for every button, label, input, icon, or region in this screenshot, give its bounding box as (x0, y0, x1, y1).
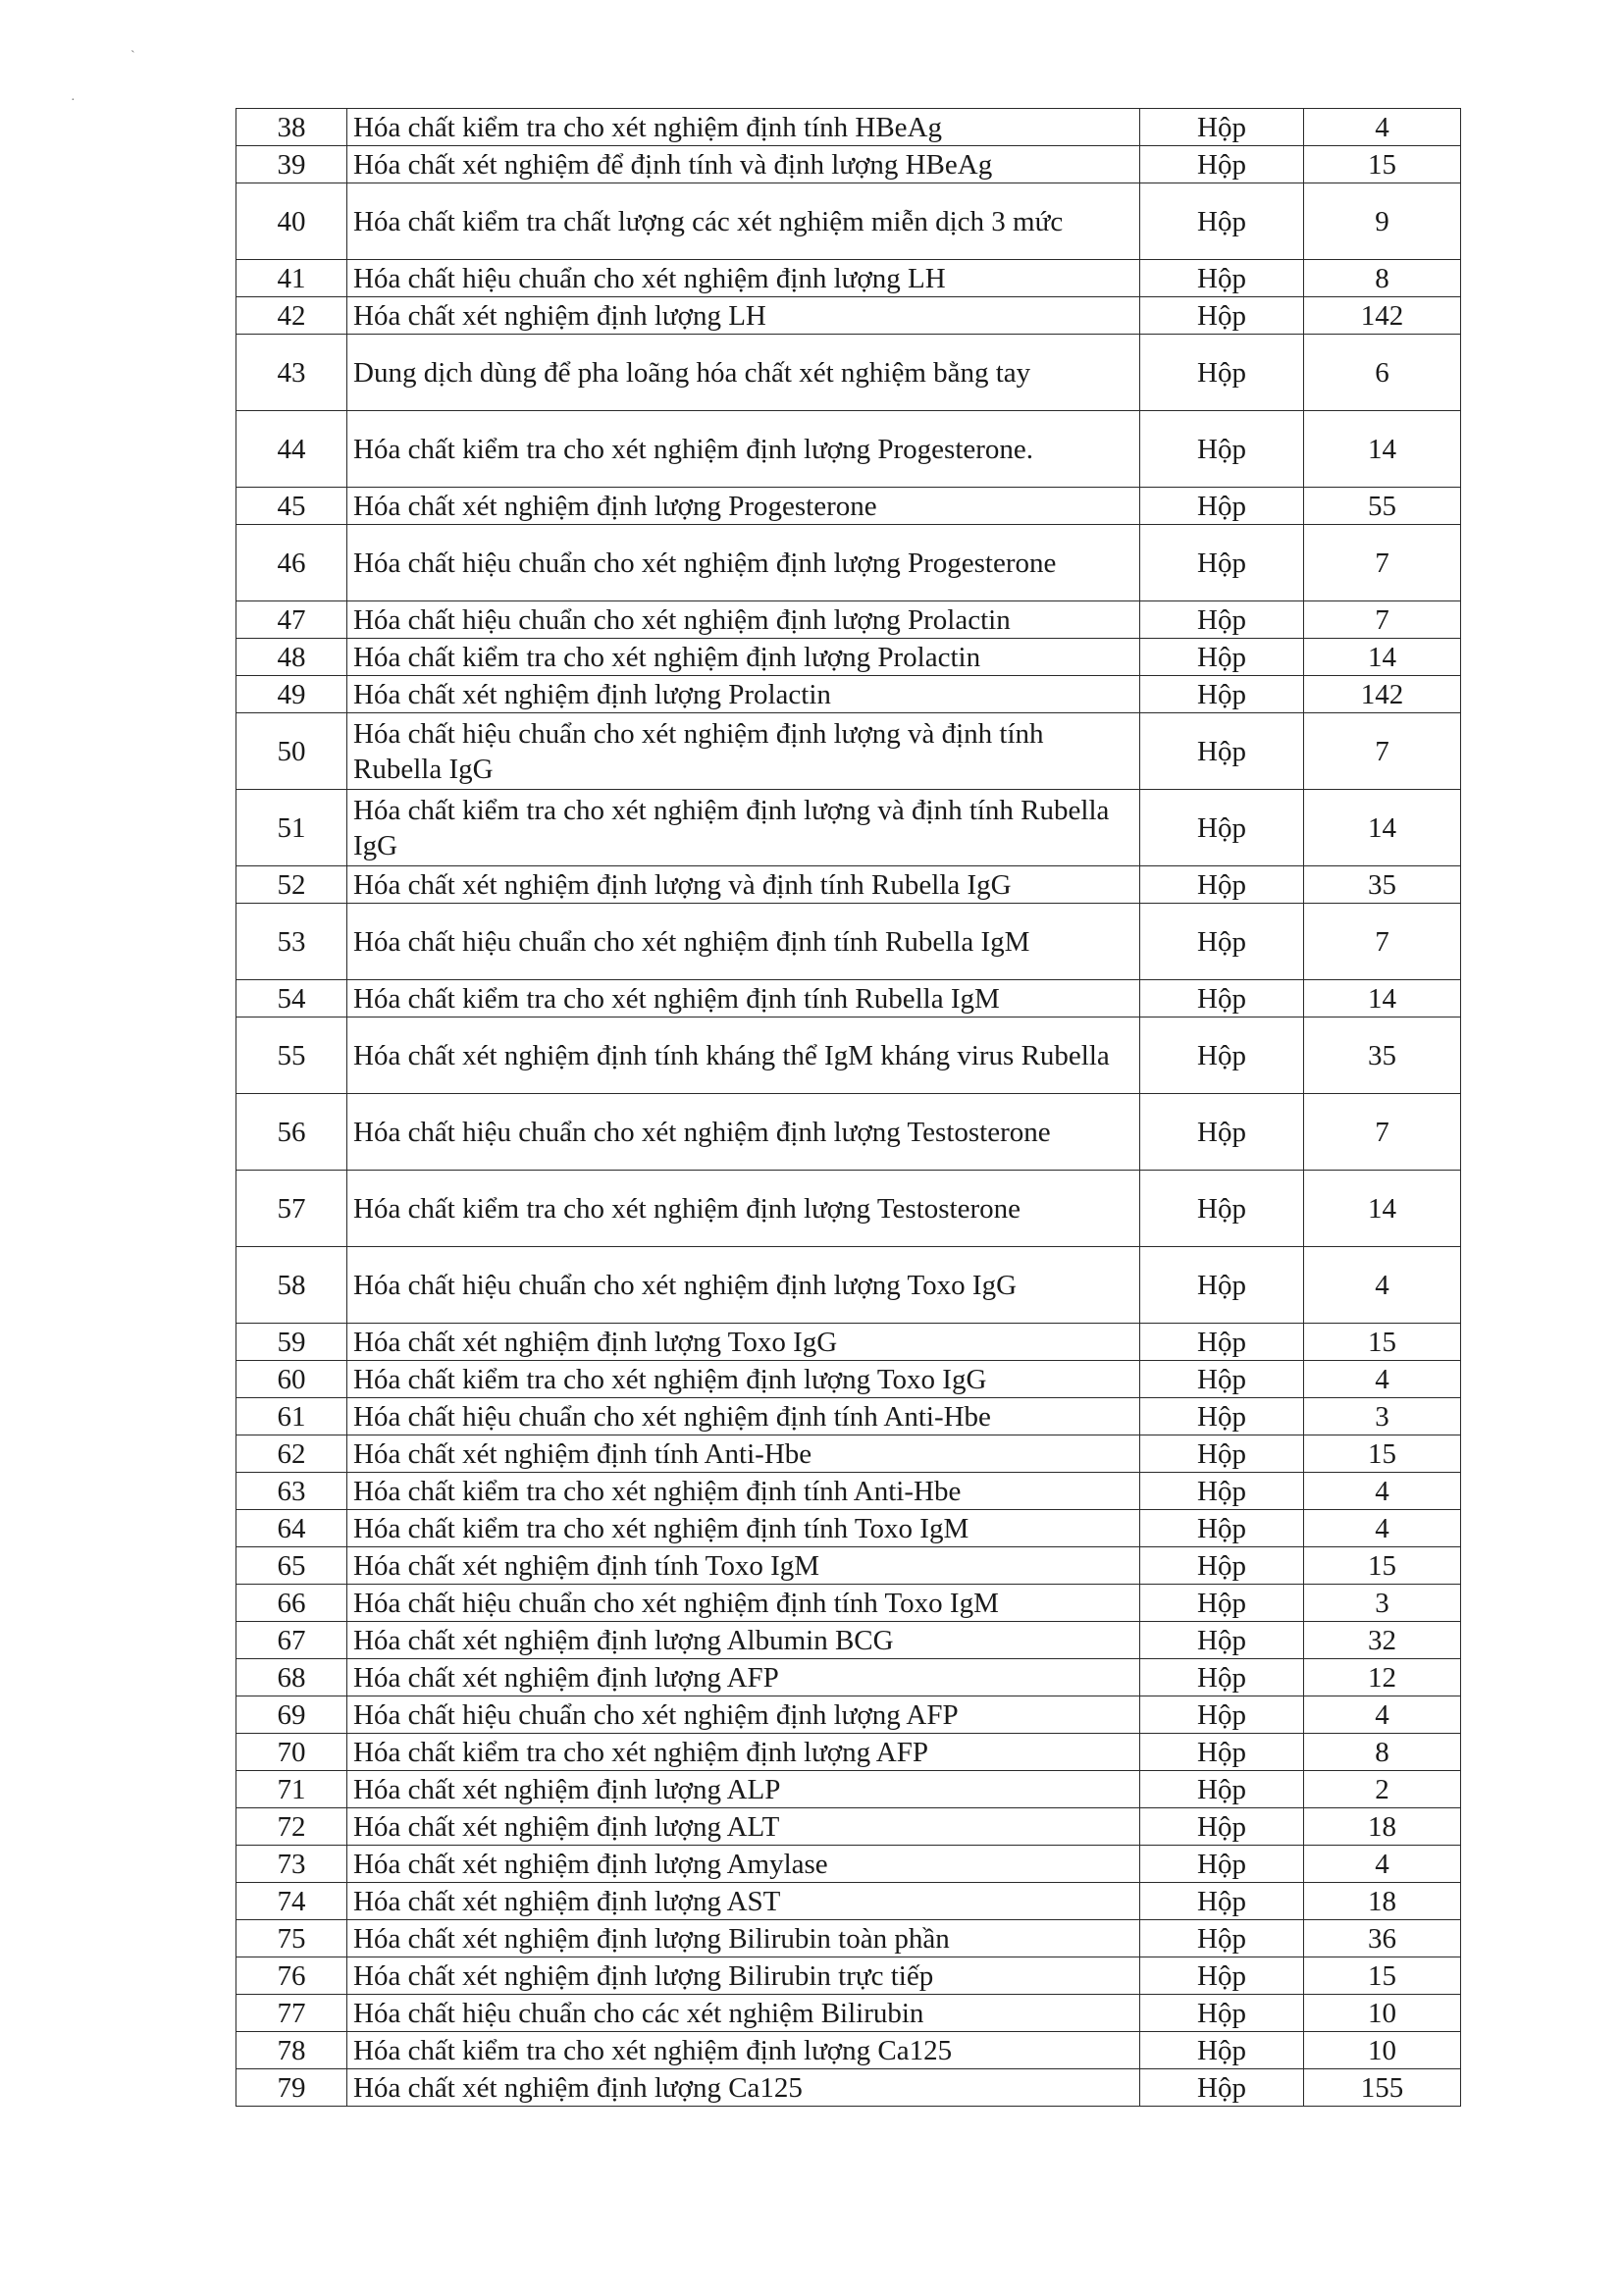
item-name-cell: Hóa chất xét nghiệm định lượng ALT (347, 1808, 1140, 1846)
item-name-cell: Dung dịch dùng để pha loãng hóa chất xét nghiệm bằng tay (347, 335, 1140, 411)
table-row (236, 1324, 1461, 1361)
table-row (236, 1696, 1461, 1734)
item-name-cell: Hóa chất hiệu chuẩn cho xét nghiệm định tính Anti-Hbe (347, 1398, 1140, 1435)
row-number-cell: 45 (236, 488, 347, 525)
item-name-cell: Hóa chất xét nghiệm định lượng Prolactin (347, 676, 1140, 713)
unit-cell: Hộp (1140, 260, 1304, 297)
unit-cell: Hộp (1140, 1018, 1304, 1094)
unit-cell: Hộp (1140, 1473, 1304, 1510)
row-number-cell: 59 (236, 1324, 347, 1361)
row-number-cell: 40 (236, 183, 347, 260)
item-name-cell: Hóa chất xét nghiệm định lượng ALP (347, 1771, 1140, 1808)
table-row (236, 335, 1461, 411)
unit-cell: Hộp (1140, 904, 1304, 980)
unit-cell: Hộp (1140, 1995, 1304, 2032)
item-name-cell: Hóa chất kiểm tra cho xét nghiệm định tính Toxo IgM (347, 1510, 1140, 1547)
table-row (236, 866, 1461, 904)
quantity-cell: 4 (1304, 109, 1461, 146)
item-name-cell: Hóa chất hiệu chuẩn cho xét nghiệm định lượng LH (347, 260, 1140, 297)
row-number-cell: 54 (236, 980, 347, 1018)
row-number-cell: 70 (236, 1734, 347, 1771)
row-number-cell: 46 (236, 525, 347, 601)
item-name-cell: Hóa chất xét nghiệm định tính Toxo IgM (347, 1547, 1140, 1585)
unit-cell: Hộp (1140, 1398, 1304, 1435)
quantity-cell: 7 (1304, 1094, 1461, 1171)
item-name-cell: Hóa chất xét nghiệm định lượng Amylase (347, 1846, 1140, 1883)
quantity-cell: 7 (1304, 525, 1461, 601)
row-number-cell: 41 (236, 260, 347, 297)
quantity-cell: 35 (1304, 866, 1461, 904)
item-name-cell: Hóa chất hiệu chuẩn cho xét nghiệm định lượng Testosterone (347, 1094, 1140, 1171)
unit-cell: Hộp (1140, 790, 1304, 866)
quantity-cell: 3 (1304, 1398, 1461, 1435)
unit-cell: Hộp (1140, 1171, 1304, 1247)
table-row (236, 1808, 1461, 1846)
quantity-cell: 142 (1304, 297, 1461, 335)
unit-cell: Hộp (1140, 297, 1304, 335)
table-row (236, 2069, 1461, 2107)
quantity-cell: 10 (1304, 1995, 1461, 2032)
quantity-cell: 155 (1304, 2069, 1461, 2107)
quantity-cell: 4 (1304, 1696, 1461, 1734)
quantity-cell: 14 (1304, 639, 1461, 676)
item-name-cell: Hóa chất kiểm tra cho xét nghiệm định lượng Testosterone (347, 1171, 1140, 1247)
unit-cell: Hộp (1140, 1094, 1304, 1171)
quantity-cell: 32 (1304, 1622, 1461, 1659)
unit-cell: Hộp (1140, 1957, 1304, 1995)
table-row (236, 1659, 1461, 1696)
table-body (236, 109, 1461, 2107)
quantity-cell: 14 (1304, 411, 1461, 488)
table-row (236, 1547, 1461, 1585)
unit-cell: Hộp (1140, 146, 1304, 183)
item-name-cell: Hóa chất kiểm tra cho xét nghiệm định lượng Progesterone. (347, 411, 1140, 488)
quantity-cell: 10 (1304, 2032, 1461, 2069)
item-name-cell: Hóa chất xét nghiệm định lượng AFP (347, 1659, 1140, 1696)
unit-cell: Hộp (1140, 1585, 1304, 1622)
table-row (236, 1435, 1461, 1473)
table-row (236, 1995, 1461, 2032)
table-row (236, 260, 1461, 297)
unit-cell: Hộp (1140, 1361, 1304, 1398)
item-name-cell: Hóa chất kiểm tra cho xét nghiệm định lượng Prolactin (347, 639, 1140, 676)
table-row (236, 183, 1461, 260)
unit-cell: Hộp (1140, 1324, 1304, 1361)
table-row (236, 1171, 1461, 1247)
unit-cell: Hộp (1140, 1696, 1304, 1734)
unit-cell: Hộp (1140, 1846, 1304, 1883)
row-number-cell: 43 (236, 335, 347, 411)
row-number-cell: 51 (236, 790, 347, 866)
quantity-cell: 8 (1304, 1734, 1461, 1771)
unit-cell: Hộp (1140, 1247, 1304, 1324)
table-row (236, 1957, 1461, 1995)
row-number-cell: 42 (236, 297, 347, 335)
quantity-cell: 15 (1304, 1435, 1461, 1473)
row-number-cell: 64 (236, 1510, 347, 1547)
item-name-cell: Hóa chất xét nghiệm định lượng Bilirubin toàn phần (347, 1920, 1140, 1957)
unit-cell: Hộp (1140, 411, 1304, 488)
row-number-cell: 57 (236, 1171, 347, 1247)
quantity-cell: 4 (1304, 1361, 1461, 1398)
table-row (236, 790, 1461, 866)
quantity-cell: 14 (1304, 980, 1461, 1018)
row-number-cell: 44 (236, 411, 347, 488)
table-row (236, 1398, 1461, 1435)
item-name-cell: Hóa chất hiệu chuẩn cho xét nghiệm định tính Rubella IgM (347, 904, 1140, 980)
item-name-cell: Hóa chất xét nghiệm định lượng Toxo IgG (347, 1324, 1140, 1361)
table-row (236, 1361, 1461, 1398)
table-row (236, 1473, 1461, 1510)
row-number-cell: 68 (236, 1659, 347, 1696)
item-name-cell: Hóa chất hiệu chuẩn cho xét nghiệm định lượng và định tính Rubella IgG (347, 713, 1140, 790)
row-number-cell: 61 (236, 1398, 347, 1435)
table-row (236, 1622, 1461, 1659)
item-name-cell: Hóa chất xét nghiệm định lượng và định tính Rubella IgG (347, 866, 1140, 904)
table-row (236, 713, 1461, 790)
unit-cell: Hộp (1140, 1734, 1304, 1771)
quantity-cell: 36 (1304, 1920, 1461, 1957)
quantity-cell: 14 (1304, 790, 1461, 866)
table-row (236, 1883, 1461, 1920)
quantity-cell: 7 (1304, 713, 1461, 790)
row-number-cell: 48 (236, 639, 347, 676)
quantity-cell: 15 (1304, 1324, 1461, 1361)
quantity-cell: 12 (1304, 1659, 1461, 1696)
unit-cell: Hộp (1140, 1808, 1304, 1846)
table-row (236, 676, 1461, 713)
unit-cell: Hộp (1140, 488, 1304, 525)
quantity-cell: 15 (1304, 1547, 1461, 1585)
reagent-table (236, 108, 1461, 2107)
quantity-cell: 8 (1304, 260, 1461, 297)
unit-cell: Hộp (1140, 335, 1304, 411)
quantity-cell: 7 (1304, 904, 1461, 980)
item-name-cell: Hóa chất kiểm tra cho xét nghiệm định lượng Ca125 (347, 2032, 1140, 2069)
item-name-cell: Hóa chất xét nghiệm định lượng LH (347, 297, 1140, 335)
row-number-cell: 67 (236, 1622, 347, 1659)
unit-cell: Hộp (1140, 1659, 1304, 1696)
unit-cell: Hộp (1140, 1547, 1304, 1585)
quantity-cell: 18 (1304, 1808, 1461, 1846)
item-name-cell: Hóa chất xét nghiệm để định tính và định lượng HBeAg (347, 146, 1140, 183)
row-number-cell: 78 (236, 2032, 347, 2069)
row-number-cell: 73 (236, 1846, 347, 1883)
row-number-cell: 79 (236, 2069, 347, 2107)
unit-cell: Hộp (1140, 1622, 1304, 1659)
quantity-cell: 55 (1304, 488, 1461, 525)
item-name-cell: Hóa chất hiệu chuẩn cho các xét nghiệm Bilirubin (347, 1995, 1140, 2032)
row-number-cell: 69 (236, 1696, 347, 1734)
unit-cell: Hộp (1140, 1435, 1304, 1473)
unit-cell: Hộp (1140, 601, 1304, 639)
item-name-cell: Hóa chất kiểm tra cho xét nghiệm định tính Rubella IgM (347, 980, 1140, 1018)
quantity-cell: 7 (1304, 601, 1461, 639)
quantity-cell: 15 (1304, 146, 1461, 183)
item-name-cell: Hóa chất xét nghiệm định lượng Ca125 (347, 2069, 1140, 2107)
unit-cell: Hộp (1140, 183, 1304, 260)
row-number-cell: 63 (236, 1473, 347, 1510)
table-row (236, 109, 1461, 146)
quantity-cell: 6 (1304, 335, 1461, 411)
row-number-cell: 50 (236, 713, 347, 790)
unit-cell: Hộp (1140, 1771, 1304, 1808)
unit-cell: Hộp (1140, 2032, 1304, 2069)
unit-cell: Hộp (1140, 713, 1304, 790)
table-row (236, 1734, 1461, 1771)
unit-cell: Hộp (1140, 980, 1304, 1018)
unit-cell: Hộp (1140, 1510, 1304, 1547)
row-number-cell: 60 (236, 1361, 347, 1398)
row-number-cell: 38 (236, 109, 347, 146)
row-number-cell: 76 (236, 1957, 347, 1995)
item-name-cell: Hóa chất xét nghiệm định tính kháng thể IgM kháng virus Rubella (347, 1018, 1140, 1094)
quantity-cell: 4 (1304, 1510, 1461, 1547)
unit-cell: Hộp (1140, 1883, 1304, 1920)
table-row (236, 904, 1461, 980)
quantity-cell: 14 (1304, 1171, 1461, 1247)
item-name-cell: Hóa chất kiểm tra cho xét nghiệm định lượng Toxo IgG (347, 1361, 1140, 1398)
quantity-cell: 35 (1304, 1018, 1461, 1094)
quantity-cell: 4 (1304, 1846, 1461, 1883)
row-number-cell: 49 (236, 676, 347, 713)
row-number-cell: 58 (236, 1247, 347, 1324)
table-row (236, 1247, 1461, 1324)
item-name-cell: Hóa chất kiểm tra cho xét nghiệm định tính HBeAg (347, 109, 1140, 146)
item-name-cell: Hóa chất xét nghiệm định lượng AST (347, 1883, 1140, 1920)
quantity-cell: 15 (1304, 1957, 1461, 1995)
table-row (236, 1920, 1461, 1957)
unit-cell: Hộp (1140, 866, 1304, 904)
row-number-cell: 53 (236, 904, 347, 980)
scan-speck: · (71, 93, 76, 108)
row-number-cell: 55 (236, 1018, 347, 1094)
table-row (236, 639, 1461, 676)
table-row (236, 2032, 1461, 2069)
row-number-cell: 47 (236, 601, 347, 639)
unit-cell: Hộp (1140, 109, 1304, 146)
row-number-cell: 52 (236, 866, 347, 904)
quantity-cell: 4 (1304, 1473, 1461, 1510)
table-row (236, 1018, 1461, 1094)
table-row (236, 1585, 1461, 1622)
item-name-cell: Hóa chất hiệu chuẩn cho xét nghiệm định lượng Progesterone (347, 525, 1140, 601)
row-number-cell: 75 (236, 1920, 347, 1957)
table-row (236, 1846, 1461, 1883)
row-number-cell: 39 (236, 146, 347, 183)
table-row (236, 1771, 1461, 1808)
table-row (236, 488, 1461, 525)
item-name-cell: Hóa chất xét nghiệm định lượng Albumin BCG (347, 1622, 1140, 1659)
quantity-cell: 4 (1304, 1247, 1461, 1324)
row-number-cell: 56 (236, 1094, 347, 1171)
item-name-cell: Hóa chất hiệu chuẩn cho xét nghiệm định lượng AFP (347, 1696, 1140, 1734)
row-number-cell: 77 (236, 1995, 347, 2032)
item-name-cell: Hóa chất hiệu chuẩn cho xét nghiệm định lượng Prolactin (347, 601, 1140, 639)
item-name-cell: Hóa chất hiệu chuẩn cho xét nghiệm định tính Toxo IgM (347, 1585, 1140, 1622)
quantity-cell: 142 (1304, 676, 1461, 713)
item-name-cell: Hóa chất kiểm tra chất lượng các xét nghiệm miễn dịch 3 mức (347, 183, 1140, 260)
table-row (236, 980, 1461, 1018)
row-number-cell: 71 (236, 1771, 347, 1808)
unit-cell: Hộp (1140, 1920, 1304, 1957)
table-row (236, 601, 1461, 639)
row-number-cell: 72 (236, 1808, 347, 1846)
item-name-cell: Hóa chất kiểm tra cho xét nghiệm định tính Anti-Hbe (347, 1473, 1140, 1510)
table-row (236, 146, 1461, 183)
row-number-cell: 62 (236, 1435, 347, 1473)
unit-cell: Hộp (1140, 2069, 1304, 2107)
quantity-cell: 3 (1304, 1585, 1461, 1622)
item-name-cell: Hóa chất xét nghiệm định lượng Progesterone (347, 488, 1140, 525)
item-name-cell: Hóa chất xét nghiệm định tính Anti-Hbe (347, 1435, 1140, 1473)
quantity-cell: 9 (1304, 183, 1461, 260)
table-row (236, 1510, 1461, 1547)
quantity-cell: 18 (1304, 1883, 1461, 1920)
item-name-cell: Hóa chất hiệu chuẩn cho xét nghiệm định lượng Toxo IgG (347, 1247, 1140, 1324)
item-name-cell: Hóa chất kiểm tra cho xét nghiệm định lượng AFP (347, 1734, 1140, 1771)
unit-cell: Hộp (1140, 525, 1304, 601)
row-number-cell: 66 (236, 1585, 347, 1622)
table-row (236, 297, 1461, 335)
item-name-cell: Hóa chất xét nghiệm định lượng Bilirubin trực tiếp (347, 1957, 1140, 1995)
unit-cell: Hộp (1140, 676, 1304, 713)
scan-speck: ` (131, 49, 135, 64)
item-name-cell: Hóa chất kiểm tra cho xét nghiệm định lượng và định tính Rubella IgG (347, 790, 1140, 866)
table-row (236, 411, 1461, 488)
row-number-cell: 65 (236, 1547, 347, 1585)
row-number-cell: 74 (236, 1883, 347, 1920)
table-row (236, 525, 1461, 601)
unit-cell: Hộp (1140, 639, 1304, 676)
quantity-cell: 2 (1304, 1771, 1461, 1808)
table-row (236, 1094, 1461, 1171)
